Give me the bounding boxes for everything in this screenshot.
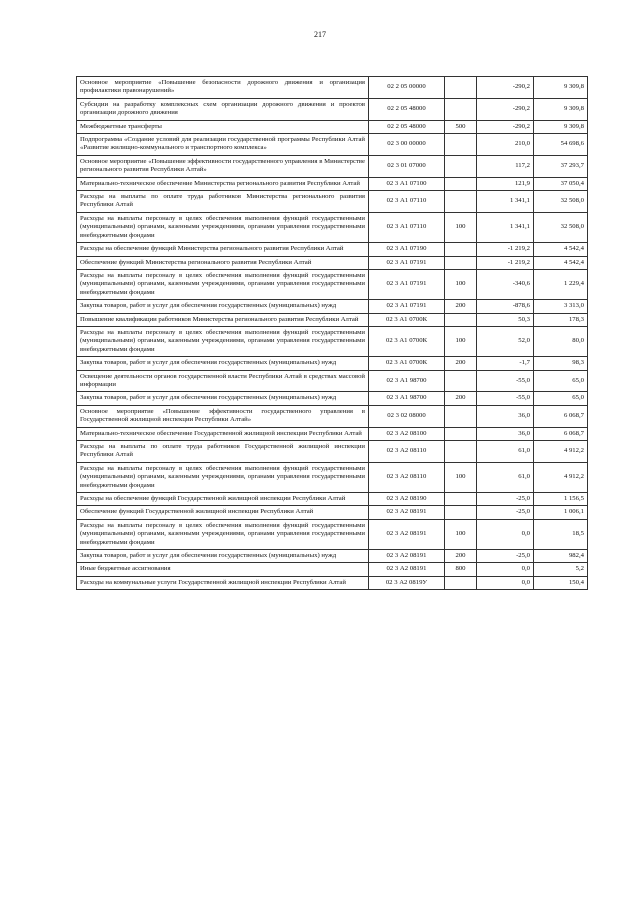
row-expense-type [445, 576, 477, 589]
row-total-amount: 65,0 [534, 370, 588, 392]
row-expense-type [445, 77, 477, 99]
row-code: 02 3 02 08000 [369, 405, 445, 427]
row-total-amount: 178,3 [534, 313, 588, 326]
row-expense-type [445, 313, 477, 326]
row-expense-type: 200 [445, 392, 477, 405]
row-code: 02 3 А2 08100 [369, 427, 445, 440]
row-change-amount: 0,0 [477, 519, 534, 549]
table-row [77, 191, 588, 213]
budget-table-body [77, 77, 588, 590]
row-change-amount: -55,0 [477, 392, 534, 405]
row-total-amount: 18,5 [534, 519, 588, 549]
row-code: 02 2 05 48000 [369, 120, 445, 133]
row-expense-type [445, 191, 477, 213]
row-name: Основное мероприятие «Повышение эффективности государственного управления в Государственной жилищной инспекции Республики Алтай» [77, 405, 369, 427]
row-total-amount: 32 508,0 [534, 191, 588, 213]
row-name: Иные бюджетные ассигнования [77, 563, 369, 576]
row-name: Повышение квалификации работников Министерства регионального развития Республики Алтай [77, 313, 369, 326]
row-change-amount: 36,0 [477, 405, 534, 427]
table-row [77, 256, 588, 269]
row-expense-type: 800 [445, 563, 477, 576]
table-row [77, 576, 588, 589]
row-code: 02 3 А1 07191 [369, 269, 445, 299]
row-change-amount: 1 341,1 [477, 212, 534, 242]
table-row [77, 392, 588, 405]
row-expense-type [445, 256, 477, 269]
row-total-amount: 4 542,4 [534, 243, 588, 256]
row-name: Расходы на выплаты персоналу в целях обеспечения выполнения функций государственными (муниципальными) органами, казенными учреждениями, органами управления государственными внебюджетными фондами [77, 519, 369, 549]
row-expense-type: 100 [445, 212, 477, 242]
row-name: Расходы на выплаты персоналу в целях обеспечения выполнения функций государственными (муниципальными) органами, казенными учреждениями, органами управления государственными внебюджетными фондами [77, 326, 369, 356]
row-expense-type: 100 [445, 462, 477, 492]
row-change-amount: -25,0 [477, 550, 534, 563]
row-expense-type [445, 98, 477, 120]
row-code: 02 2 05 00000 [369, 77, 445, 99]
row-code: 02 3 А2 08110 [369, 441, 445, 463]
row-change-amount: -55,0 [477, 370, 534, 392]
row-change-amount: -1 219,2 [477, 243, 534, 256]
row-change-amount: -25,0 [477, 506, 534, 519]
table-row [77, 212, 588, 242]
row-expense-type [445, 155, 477, 177]
table-row [77, 243, 588, 256]
row-code: 02 3 А2 08190 [369, 493, 445, 506]
row-code: 02 3 А1 07110 [369, 212, 445, 242]
row-name: Закупка товаров, работ и услуг для обеспечения государственных (муниципальных) нужд [77, 392, 369, 405]
table-row [77, 405, 588, 427]
row-change-amount: 117,2 [477, 155, 534, 177]
row-expense-type [445, 370, 477, 392]
budget-table [76, 76, 588, 590]
row-total-amount: 80,0 [534, 326, 588, 356]
row-total-amount: 1 156,5 [534, 493, 588, 506]
row-total-amount: 6 068,7 [534, 427, 588, 440]
table-row [77, 326, 588, 356]
table-row [77, 427, 588, 440]
table-row [77, 98, 588, 120]
row-total-amount: 1 006,1 [534, 506, 588, 519]
row-name: Материально-техническое обеспечение Государственной жилищной инспекции Республики Алтай [77, 427, 369, 440]
row-name: Расходы на обеспечение функций Государственной жилищной инспекции Республики Алтай [77, 493, 369, 506]
table-row [77, 313, 588, 326]
page-number: 217 [314, 30, 326, 39]
row-change-amount: -290,2 [477, 98, 534, 120]
row-total-amount: 5,2 [534, 563, 588, 576]
row-change-amount: 61,0 [477, 462, 534, 492]
row-expense-type [445, 427, 477, 440]
table-row [77, 550, 588, 563]
row-total-amount: 9 309,8 [534, 98, 588, 120]
row-expense-type [445, 493, 477, 506]
table-row [77, 357, 588, 370]
table-row [77, 300, 588, 313]
row-code: 02 3 01 07000 [369, 155, 445, 177]
row-change-amount: 61,0 [477, 441, 534, 463]
row-total-amount: 150,4 [534, 576, 588, 589]
row-total-amount: 1 229,4 [534, 269, 588, 299]
row-code: 02 3 А1 0700К [369, 326, 445, 356]
row-change-amount: -290,2 [477, 120, 534, 133]
table-row [77, 120, 588, 133]
row-total-amount: 4 542,4 [534, 256, 588, 269]
row-expense-type [445, 441, 477, 463]
row-expense-type: 200 [445, 300, 477, 313]
row-code: 02 3 А1 07190 [369, 243, 445, 256]
row-change-amount: 52,0 [477, 326, 534, 356]
row-expense-type [445, 134, 477, 156]
table-row [77, 519, 588, 549]
row-total-amount: 54 698,6 [534, 134, 588, 156]
row-name: Расходы на выплаты по оплате труда работников Министерства регионального развития Республики Алтай [77, 191, 369, 213]
row-expense-type: 200 [445, 357, 477, 370]
row-change-amount: 0,0 [477, 563, 534, 576]
row-code: 02 3 А1 98700 [369, 392, 445, 405]
row-total-amount: 4 912,2 [534, 462, 588, 492]
row-change-amount: 50,3 [477, 313, 534, 326]
row-change-amount: -1,7 [477, 357, 534, 370]
row-code: 02 3 А2 08191 [369, 519, 445, 549]
row-code: 02 3 А1 98700 [369, 370, 445, 392]
row-name: Подпрограмма «Создание условий для реализации государственной программы Республики Алтай «Развитие жилищно-коммунального и транспортного комплекса» [77, 134, 369, 156]
row-expense-type: 100 [445, 269, 477, 299]
table-row [77, 441, 588, 463]
row-expense-type [445, 243, 477, 256]
row-name: Расходы на коммунальные услуги Государственной жилищной инспекции Республики Алтай [77, 576, 369, 589]
row-name: Освещение деятельности органов государственной власти Республики Алтай в средствах массовой информации [77, 370, 369, 392]
row-name: Обеспечение функций Государственной жилищной инспекции Республики Алтай [77, 506, 369, 519]
row-code: 02 3 А2 0819У [369, 576, 445, 589]
table-row [77, 462, 588, 492]
row-name: Закупка товаров, работ и услуг для обеспечения государственных (муниципальных) нужд [77, 357, 369, 370]
row-name: Расходы на выплаты персоналу в целях обеспечения выполнения функций государственными (муниципальными) органами, казенными учреждениями, органами управления государственными внебюджетными фондами [77, 212, 369, 242]
table-row [77, 77, 588, 99]
table-row [77, 177, 588, 190]
row-change-amount: 0,0 [477, 576, 534, 589]
row-total-amount: 9 309,8 [534, 77, 588, 99]
row-change-amount: -1 219,2 [477, 256, 534, 269]
row-change-amount: 36,0 [477, 427, 534, 440]
row-change-amount: -25,0 [477, 493, 534, 506]
row-total-amount: 65,0 [534, 392, 588, 405]
row-code: 02 3 А1 07191 [369, 256, 445, 269]
row-name: Расходы на выплаты персоналу в целях обеспечения выполнения функций государственными (муниципальными) органами, казенными учреждениями, органами управления государственными внебюджетными фондами [77, 269, 369, 299]
row-total-amount: 3 313,0 [534, 300, 588, 313]
row-name: Закупка товаров, работ и услуг для обеспечения государственных (муниципальных) нужд [77, 550, 369, 563]
row-total-amount: 4 912,2 [534, 441, 588, 463]
row-expense-type: 100 [445, 519, 477, 549]
row-change-amount: -290,2 [477, 77, 534, 99]
table-row [77, 493, 588, 506]
row-name: Основное мероприятие «Повышение безопасности дорожного движения и организация профилактики правонарушений» [77, 77, 369, 99]
row-expense-type [445, 177, 477, 190]
row-change-amount: -340,6 [477, 269, 534, 299]
row-name: Обеспечение функций Министерства регионального развития Республики Алтай [77, 256, 369, 269]
table-row [77, 563, 588, 576]
row-code: 02 3 А1 07100 [369, 177, 445, 190]
row-code: 02 3 А2 08191 [369, 563, 445, 576]
row-total-amount: 982,4 [534, 550, 588, 563]
row-name: Закупка товаров, работ и услуг для обеспечения государственных (муниципальных) нужд [77, 300, 369, 313]
row-name: Материально-техническое обеспечение Министерства регионального развития Республики Алтай [77, 177, 369, 190]
row-code: 02 3 А1 07191 [369, 300, 445, 313]
row-expense-type: 500 [445, 120, 477, 133]
row-expense-type [445, 506, 477, 519]
row-total-amount: 37 293,7 [534, 155, 588, 177]
row-name: Межбюджетные трансферты [77, 120, 369, 133]
row-code: 02 3 00 00000 [369, 134, 445, 156]
row-total-amount: 6 068,7 [534, 405, 588, 427]
row-code: 02 3 А1 0700К [369, 313, 445, 326]
row-code: 02 3 А1 07110 [369, 191, 445, 213]
table-row [77, 269, 588, 299]
row-change-amount: 210,0 [477, 134, 534, 156]
table-row [77, 155, 588, 177]
row-change-amount: 1 341,1 [477, 191, 534, 213]
row-total-amount: 9 309,8 [534, 120, 588, 133]
row-total-amount: 37 050,4 [534, 177, 588, 190]
row-total-amount: 98,3 [534, 357, 588, 370]
row-change-amount: -878,6 [477, 300, 534, 313]
row-name: Расходы на выплаты персоналу в целях обеспечения выполнения функций государственными (муниципальными) органами, казенными учреждениями, органами управления государственными внебюджетными фондами [77, 462, 369, 492]
row-expense-type [445, 405, 477, 427]
table-row [77, 506, 588, 519]
row-code: 02 3 А1 0700К [369, 357, 445, 370]
row-code: 02 3 А2 08191 [369, 550, 445, 563]
table-row [77, 134, 588, 156]
table-row [77, 370, 588, 392]
row-change-amount: 121,9 [477, 177, 534, 190]
row-name: Расходы на выплаты по оплате труда работников Государственной жилищной инспекции Республики Алтай [77, 441, 369, 463]
row-total-amount: 32 508,0 [534, 212, 588, 242]
row-name: Расходы на обеспечение функций Министерства регионального развития Республики Алтай [77, 243, 369, 256]
row-name: Субсидии на разработку комплексных схем организации дорожного движения и проектов организации дорожного движения [77, 98, 369, 120]
row-expense-type: 100 [445, 326, 477, 356]
row-code: 02 3 А2 08110 [369, 462, 445, 492]
row-code: 02 2 05 48000 [369, 98, 445, 120]
row-name: Основное мероприятие «Повышение эффективности государственного управления в Министерстве регионального развития Республики Алтай» [77, 155, 369, 177]
row-code: 02 3 А2 08191 [369, 506, 445, 519]
row-expense-type: 200 [445, 550, 477, 563]
